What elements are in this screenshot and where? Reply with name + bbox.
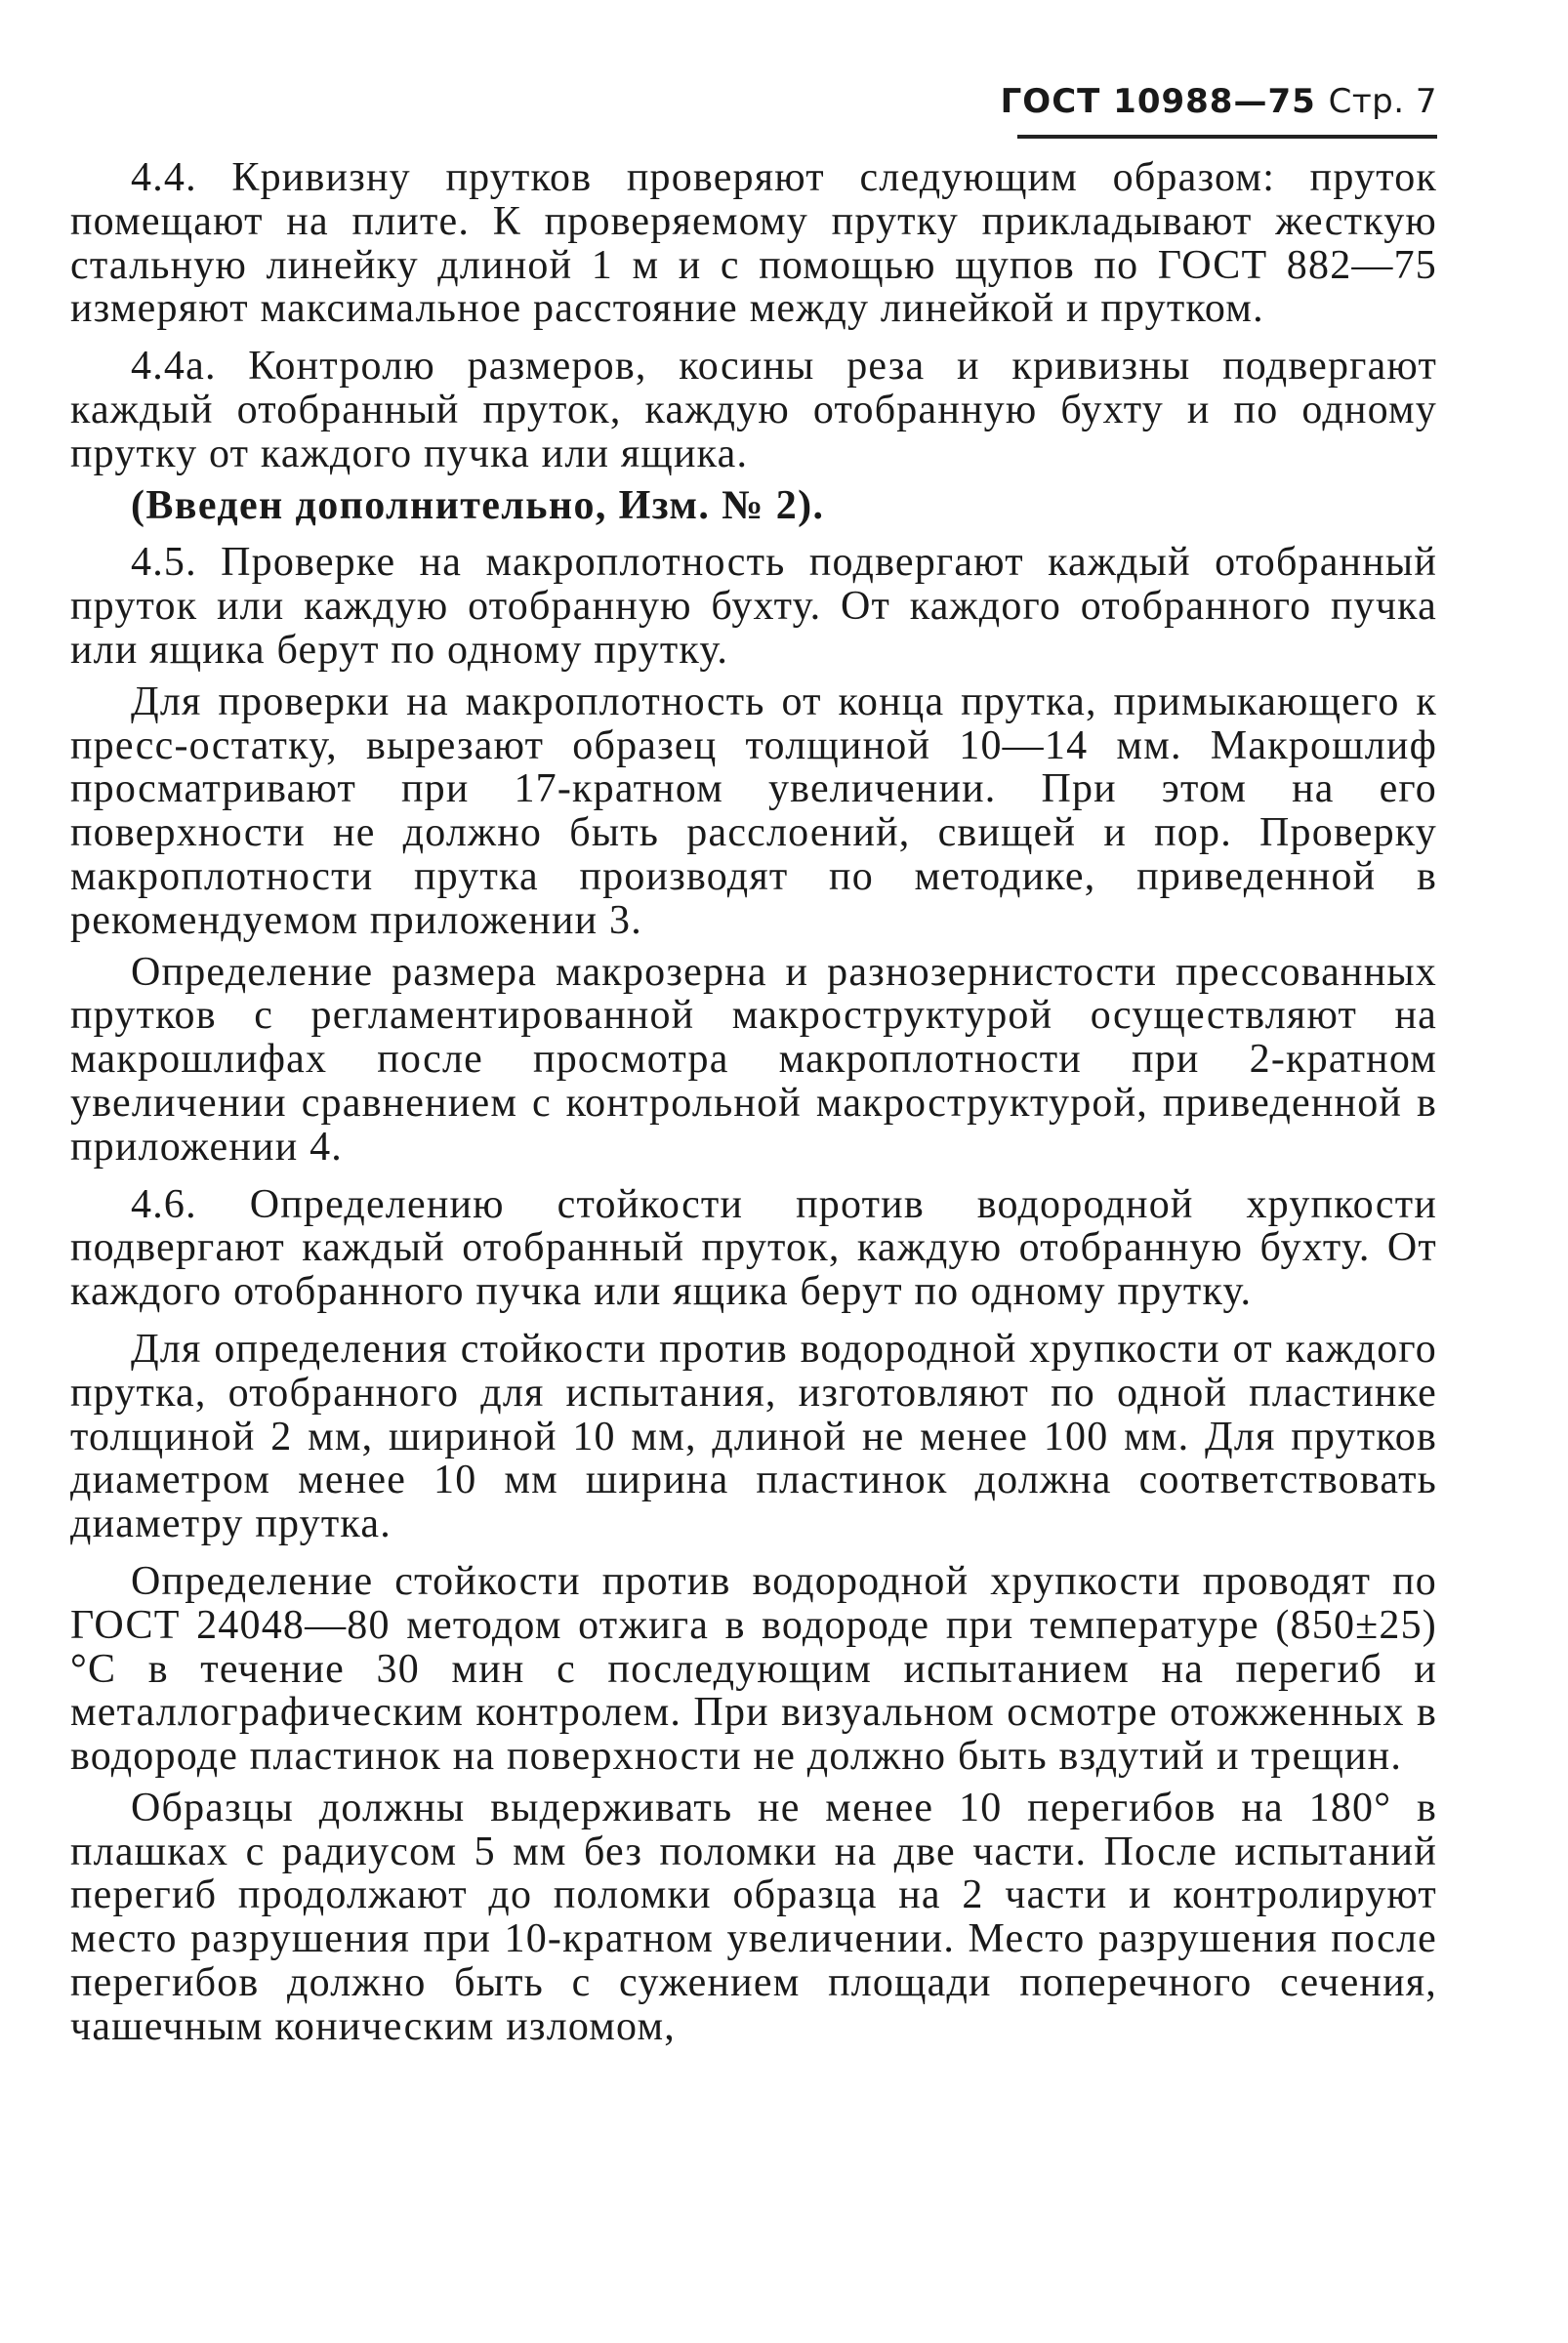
paragraph-specimen-prep: Для определения стойкости против водородной хрупкости от каждого прутка, отобранного для испытания, изготовляют по одной пластинке толщиной 2 мм, шириной 10 мм, длиной не менее 100 мм. Для прутков диаметром менее 10 мм ширина пластинок должна соответствовать диаметру прутка. (70, 1326, 1437, 1547)
amendment-note: (Введен дополнительно, Изм. № 2). (131, 482, 825, 528)
paragraph-macrodensity: Для проверки на макроплотность от конца прутка, примыкающего к пресс-остатку, вырезают образец толщиной 10—14 мм. Макрошлиф просматривают при 17-кратном увеличении. При этом на его поверхности не должно быть расслоений, свищей и пор. Проверку макроплотности прутка производят по методике, приведенной в рекомендуемом приложении 3. (70, 678, 1437, 943)
document-page (70, 0, 1437, 2343)
paragraph-4-5: 4.5. Проверке на макроплотность подвергают каждый отобранный пруток или каждую отобранную бухту. От каждого отобранного пучка или ящика берут по одному прутку. (70, 540, 1437, 673)
paragraph-4-4: 4.4. Кривизну прутков проверяют следующим образом: пруток помещают на плите. К проверяемому прутку прикладывают жесткую стальную линейку длиной 1 м и с помощью щупов по ГОСТ 882—75 измеряют максимальное расстояние между линейкой и прутком. (70, 155, 1437, 332)
paragraph-bend-test: Образцы должны выдерживать не менее 10 перегибов на 180° в плашках с радиусом 5 мм без поломки на две части. После испытаний перегиб продолжают до поломки образца на 2 части и контролируют место разрушения при 10-кратном увеличении. Место разрушения после перегибов должно быть с сужением площади поперечного сечения, чашечным коническим изломом, (70, 1785, 1437, 2049)
document-body (70, 156, 1437, 2063)
paragraph-hydrogen-test: Определение стойкости против водородной хрупкости проводят по ГОСТ 24048—80 методом отжига в водороде при температуре (850±25)°С в течение 30 мин с последующим испытанием на перегиб и металлографическим контролем. При визуальном осмотре отожженных в водороде пластинок на поверхности не должно быть вздутий и трещин. (70, 1558, 1437, 1780)
paragraph-4-4a: 4.4а. Контролю размеров, косины реза и кривизны подвергают каждый отобранный пруток, каждую отобранную бухту и по одному прутку от каждого пучка или ящика. (70, 344, 1437, 476)
header-rule (1017, 135, 1437, 139)
paragraph-macrograin: Определение размера макрозерна и разнозернистости прессованных прутков с регламентированной макроструктурой осуществляют на макрошлифах после просмотра макроплотности при 2-кратном увеличении сравнением с контрольной макроструктурой, приведенной в приложении 4. (70, 949, 1437, 1170)
document-number: ГОСТ 10988—75 (1000, 82, 1316, 121)
page-number: Стр. 7 (1328, 82, 1437, 121)
paragraph-4-6: 4.6. Определению стойкости против водородной хрупкости подвергают каждый отобранный пруток, каждую отобранную бухту. От каждого отобранного пучка или ящика берут по одному прутку. (70, 1181, 1437, 1315)
page-header (1001, 82, 1437, 121)
